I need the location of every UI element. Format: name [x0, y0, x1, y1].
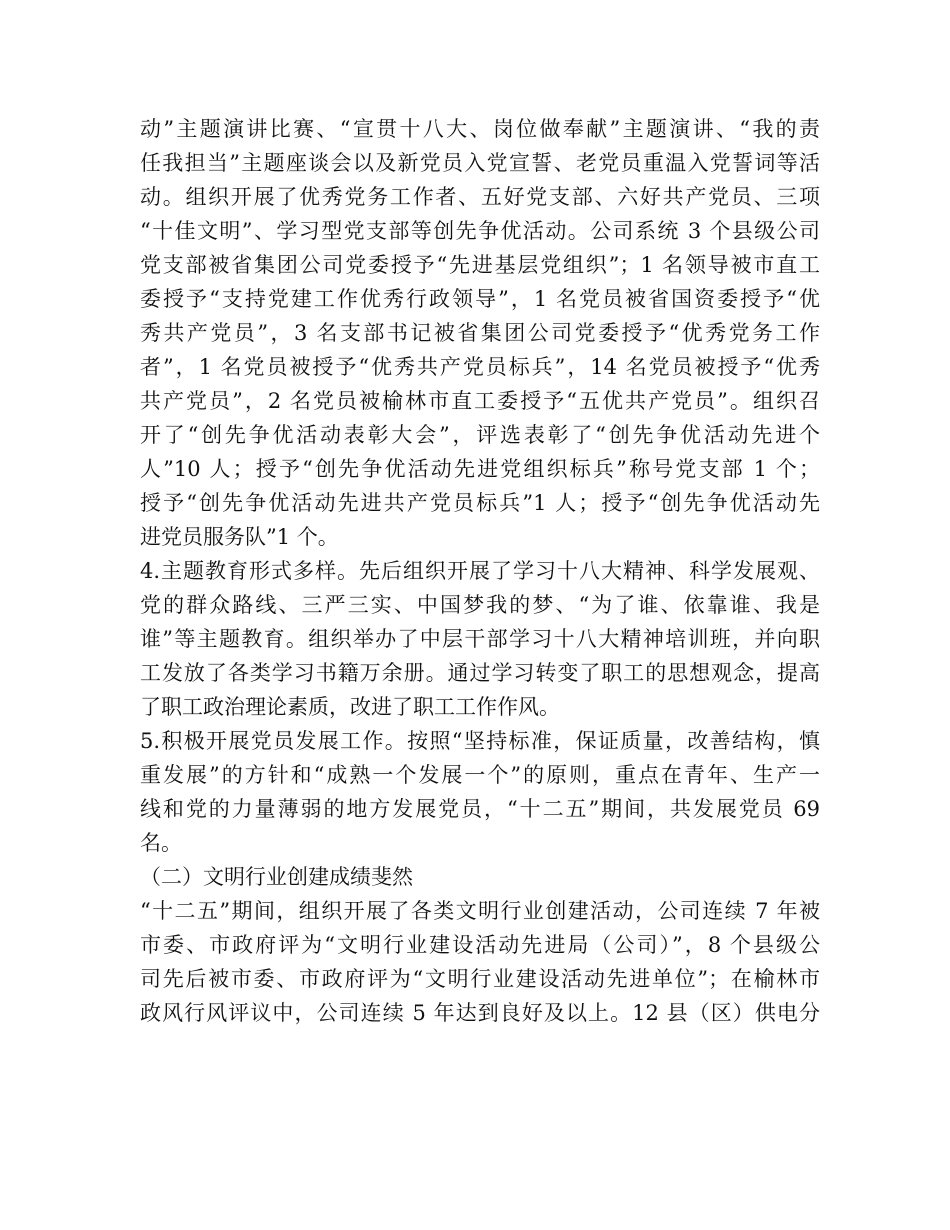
text-line: 党支部被省集团公司党委授予“先进基层党组织”；1 名领导被市直工	[140, 253, 820, 277]
text-line: “十佳文明”、学习型党支部等创先争优活动。公司系统 3 个县级公司	[140, 219, 820, 243]
text-line: “十二五”期间，组织开展了各类文明行业创建活动，公司连续 7 年被	[140, 899, 820, 923]
section-heading: （二）文明行业创建成绩斐然	[140, 865, 413, 889]
text-line: 党的群众路线、三严三实、中国梦我的梦、“为了谁、依靠谁、我是	[140, 593, 820, 617]
text-line: 重发展”的方针和“成熟一个发展一个”的原则，重点在青年、生产一	[140, 763, 820, 787]
text-line: 任我担当”主题座谈会以及新党员入党宣誓、老党员重温入党誓词等活	[140, 151, 820, 175]
text-line: 共产党员”，2 名党员被榆林市直工委授予“五优共产党员”。组织召	[140, 389, 820, 413]
text-line: 动”主题演讲比赛、“宣贯十八大、岗位做奉献”主题演讲、“我的责	[140, 117, 820, 141]
text-line: 人”10 人；授予“创先争优活动先进党组织标兵”称号党支部 1 个；	[140, 457, 820, 481]
text-line: 开了“创先争优活动表彰大会”，评选表彰了“创先争优活动先进个	[140, 423, 820, 447]
text-line: 动。组织开展了优秀党务工作者、五好党支部、六好共产党员、三项	[140, 185, 820, 209]
text-line: 了职工政治理论素质，改进了职工工作作风。	[140, 695, 560, 719]
text-line: 秀共产党员”，3 名支部书记被省集团公司党委授予“优秀党务工作	[140, 321, 820, 345]
text-line: 司先后被市委、市政府评为“文明行业建设活动先进单位”；在榆林市	[140, 967, 820, 991]
text-line: 委授予“支持党建工作优秀行政领导”，1 名党员被省国资委授予“优	[140, 287, 820, 311]
text-line: 进党员服务队”1 个。	[140, 525, 339, 549]
text-line: 名。	[140, 831, 182, 855]
text-line: 工发放了各类学习书籍万余册。通过学习转变了职工的思想观念，提高	[140, 661, 820, 685]
text-line: 线和党的力量薄弱的地方发展党员，“十二五”期间，共发展党员 69	[140, 797, 820, 821]
text-line: 授予“创先争优活动先进共产党员标兵”1 人；授予“创先争优活动先	[140, 491, 820, 515]
text-line: 政风行风评议中，公司连续 5 年达到良好及以上。12 县（区）供电分	[140, 1001, 820, 1025]
text-line: 市委、市政府评为“文明行业建设活动先进局（公司）”，8 个县级公	[140, 933, 820, 957]
text-line: 谁”等主题教育。组织举办了中层干部学习十八大精神培训班，并向职	[140, 627, 820, 651]
text-line: 者”，1 名党员被授予“优秀共产党员标兵”，14 名党员被授予“优秀	[140, 355, 820, 379]
text-line: 4.主题教育形式多样。先后组织开展了学习十八大精神、科学发展观、	[140, 559, 820, 583]
body-text	[140, 112, 820, 1030]
text-line: 5.积极开展党员发展工作。按照“坚持标准，保证质量，改善结构，慎	[140, 729, 820, 753]
